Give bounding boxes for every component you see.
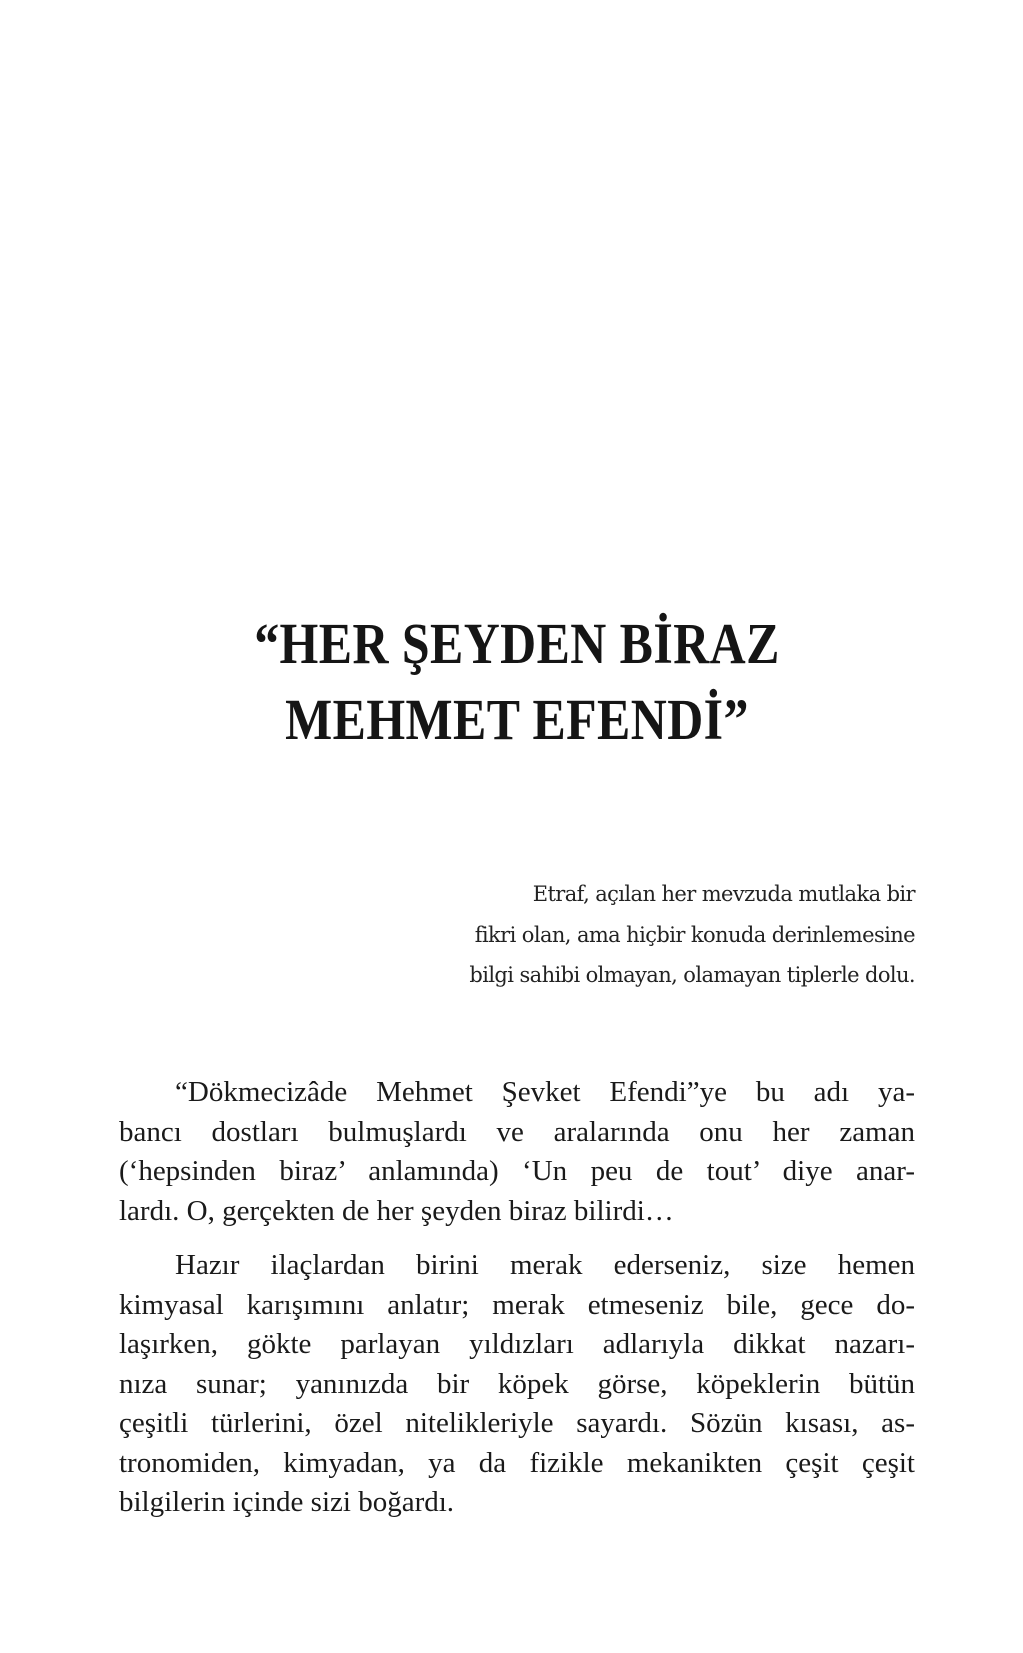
chapter-title [175, 606, 860, 758]
text-line: lardı. O, gerçekten de her şeyden biraz bilirdi… [119, 1194, 674, 1227]
text-line: (‘hepsinden biraz’ anlamında) ‘Un peu de tout’ diye anar- [119, 1155, 915, 1187]
epigraph-line: fikri olan, ama hiçbir konuda derinlemesine [474, 922, 915, 947]
text-line: nıza sunar; yanınızda bir köpek görse, köpeklerin bütün [119, 1367, 915, 1400]
paragraph-1 [119, 1073, 915, 1231]
chapter-title-line-1: “HER ŞEYDEN BİRAZ [254, 611, 780, 676]
text-line: çeşitli türlerini, özel nitelikleriyle sayardı. Sözün kısası, as- [119, 1407, 915, 1439]
text-line: bancı dostları bulmuşlardı ve aralarında onu her zaman [119, 1115, 915, 1148]
text-line: laşırken, gökte parlayan yıldızları adlarıyla dikkat nazarı- [119, 1328, 915, 1360]
text-line: bilgilerin içinde sizi boğardı. [119, 1486, 455, 1518]
chapter-title-line-2: MEHMET EFENDİ” [285, 687, 749, 752]
epigraph-line: bilgi sahibi olmayan, olamayan tiplerle dolu. [469, 963, 915, 987]
epigraph-line: Etraf, açılan her mevzuda mutlaka bir [532, 882, 915, 906]
text-line: tronomiden, kimyadan, ya da fizikle mekanikten çeşit çeşit [119, 1446, 915, 1479]
paragraph-2 [119, 1246, 915, 1523]
epigraph [469, 874, 915, 996]
text-line: “Dökmecizâde Mehmet Şevket Efendi”ye bu adı ya- [175, 1076, 915, 1108]
text-line: Hazır ilaçlardan birini merak ederseniz, size hemen [175, 1249, 915, 1281]
text-line: kimyasal karışımını anlatır; merak etmeseniz bile, gece do- [119, 1288, 915, 1321]
